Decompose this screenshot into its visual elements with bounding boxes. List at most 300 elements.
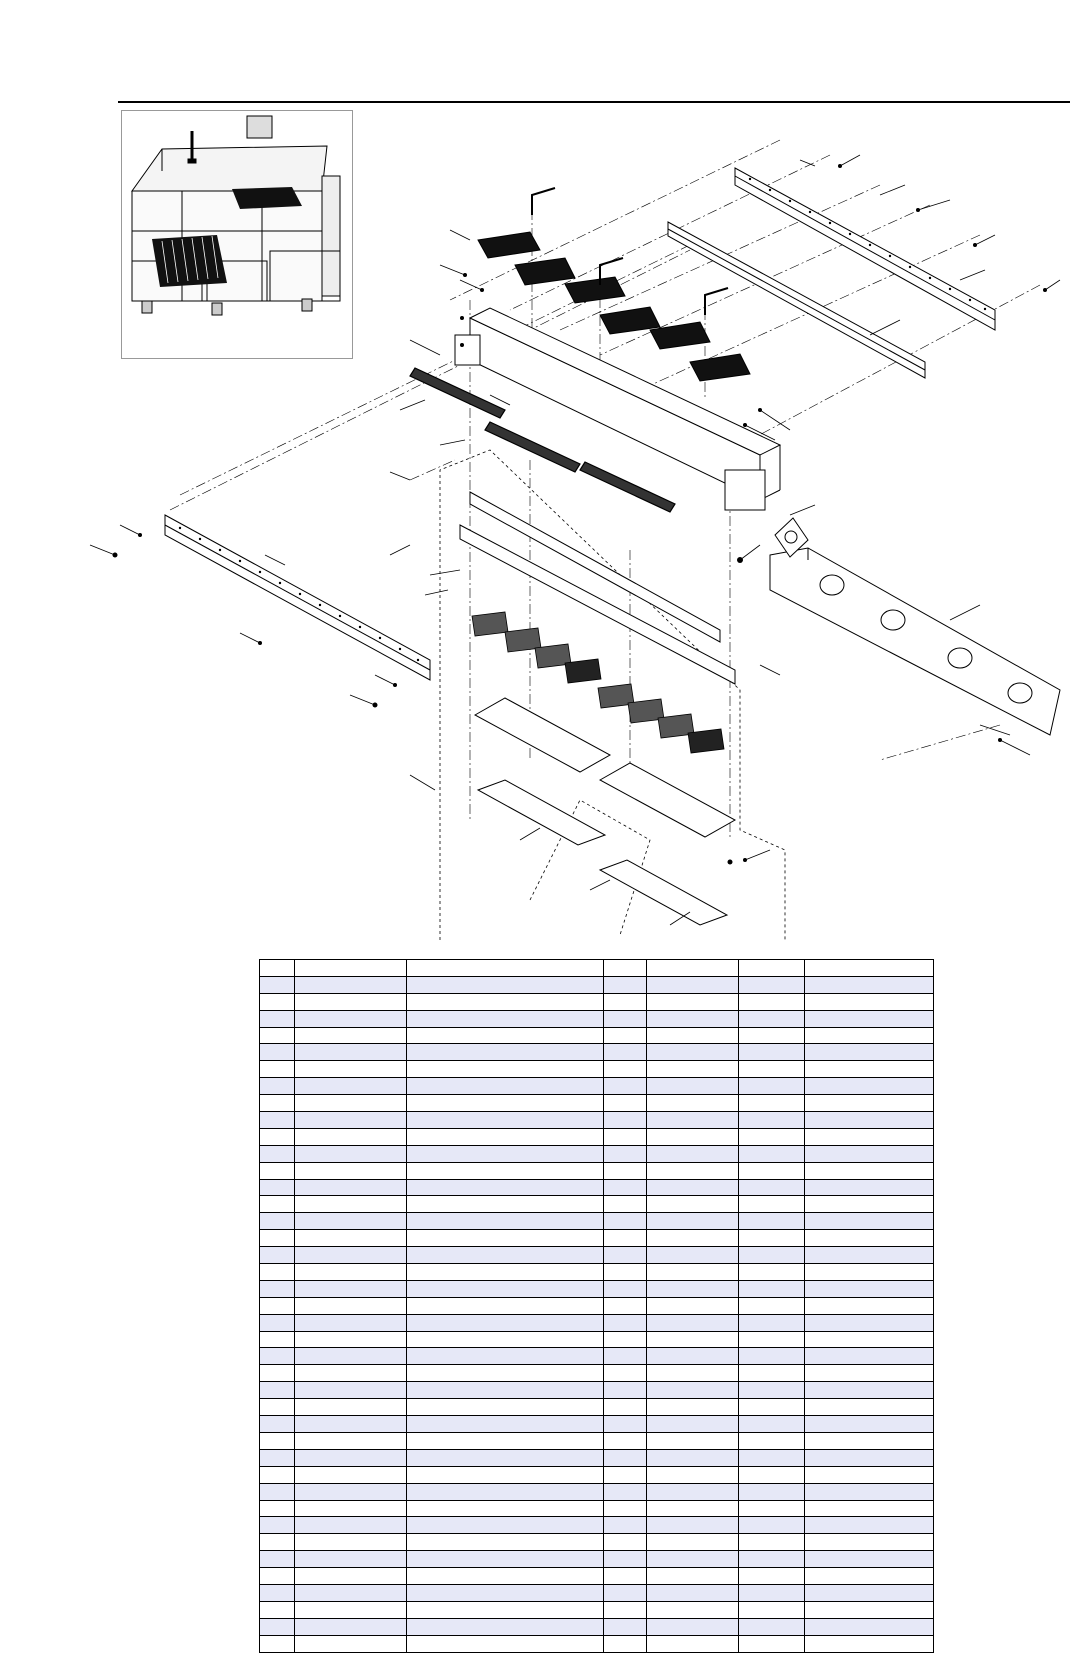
table-row (260, 1162, 934, 1179)
table-cell (407, 1213, 604, 1230)
cable-trough (770, 548, 1060, 735)
table-cell (260, 1568, 295, 1585)
table-cell (739, 1466, 805, 1483)
table-cell (604, 1247, 647, 1264)
table-row (260, 1027, 934, 1044)
table-cell (739, 1601, 805, 1618)
table-cell (647, 1112, 739, 1129)
table-cell (805, 1399, 934, 1416)
table-cell (604, 1517, 647, 1534)
table-cell (604, 1416, 647, 1433)
table-cell (260, 1618, 295, 1635)
table-cell (260, 1483, 295, 1500)
table-cell (647, 1247, 739, 1264)
table-cell (407, 1331, 604, 1348)
table-cell (647, 1584, 739, 1601)
table-cell (295, 1382, 407, 1399)
table-cell (295, 1213, 407, 1230)
table-cell (604, 1027, 647, 1044)
table-cell (407, 1618, 604, 1635)
table-cell (295, 1331, 407, 1348)
table-cell (260, 1399, 295, 1416)
table-cell (407, 1500, 604, 1517)
table-cell (295, 1635, 407, 1652)
table-cell (805, 1297, 934, 1314)
table-cell (805, 1382, 934, 1399)
table-cell (739, 1230, 805, 1247)
table-cell (407, 1179, 604, 1196)
table-cell (295, 1247, 407, 1264)
table-cell (407, 1196, 604, 1213)
table-row (260, 1230, 934, 1247)
table-cell (739, 1213, 805, 1230)
table-cell (407, 1297, 604, 1314)
assembly-axis-lines (170, 140, 1040, 840)
table-cell (805, 1534, 934, 1551)
table-cell (260, 1382, 295, 1399)
table-cell (739, 1635, 805, 1652)
table-cell (805, 1348, 934, 1365)
table-cell (295, 1534, 407, 1551)
table-cell (407, 1568, 604, 1585)
table-cell (407, 1078, 604, 1095)
table-cell (805, 1601, 934, 1618)
table-cell (739, 1264, 805, 1281)
table-cell (295, 976, 407, 993)
table-cell (647, 1500, 739, 1517)
table-cell (295, 1314, 407, 1331)
table-cell (260, 1416, 295, 1433)
table-cell (407, 1095, 604, 1112)
table-cell (604, 1196, 647, 1213)
table-cell (295, 1179, 407, 1196)
table-cell (739, 1196, 805, 1213)
table-cell (739, 1280, 805, 1297)
table-cell (647, 1517, 739, 1534)
table-row (260, 1432, 934, 1449)
parts-list-body (260, 960, 934, 1653)
table-cell (604, 1331, 647, 1348)
table-cell (805, 1568, 934, 1585)
table-cell (604, 993, 647, 1010)
table-cell (739, 1382, 805, 1399)
table-cell (260, 1196, 295, 1213)
table-row (260, 1145, 934, 1162)
table-cell (739, 1618, 805, 1635)
table-cell (805, 1551, 934, 1568)
parts-list-table (259, 959, 934, 1653)
table-cell (739, 1399, 805, 1416)
table-cell (295, 1095, 407, 1112)
table-row (260, 1365, 934, 1382)
table-row (260, 1196, 934, 1213)
table-cell (604, 1534, 647, 1551)
table-cell (295, 1264, 407, 1281)
table-cell (805, 1061, 934, 1078)
table-cell (604, 1635, 647, 1652)
table-cell (260, 1095, 295, 1112)
table-row (260, 1213, 934, 1230)
table-cell (739, 1500, 805, 1517)
table-cell (739, 1365, 805, 1382)
table-cell (647, 1432, 739, 1449)
column-header (407, 960, 604, 977)
table-cell (260, 1314, 295, 1331)
table-cell (407, 1382, 604, 1399)
table-cell (295, 1584, 407, 1601)
table-row (260, 1517, 934, 1534)
table-cell (295, 1297, 407, 1314)
column-header (739, 960, 805, 977)
table-cell (805, 1145, 934, 1162)
table-cell (604, 1348, 647, 1365)
table-cell (295, 1128, 407, 1145)
table-cell (647, 1061, 739, 1078)
table-cell (260, 1179, 295, 1196)
table-cell (604, 1112, 647, 1129)
angle-bar (668, 222, 925, 378)
table-cell (647, 1568, 739, 1585)
table-cell (260, 1584, 295, 1601)
table-cell (260, 1078, 295, 1095)
table-cell (407, 1044, 604, 1061)
table-cell (647, 1027, 739, 1044)
table-cell (805, 1162, 934, 1179)
table-cell (739, 1162, 805, 1179)
table-cell (805, 1314, 934, 1331)
table-cell (295, 1010, 407, 1027)
table-cell (295, 1078, 407, 1095)
table-row (260, 1044, 934, 1061)
table-cell (805, 1483, 934, 1500)
table-cell (647, 1044, 739, 1061)
table-cell (604, 1297, 647, 1314)
table-cell (260, 1449, 295, 1466)
table-cell (260, 1365, 295, 1382)
table-cell (260, 976, 295, 993)
table-cell (604, 1179, 647, 1196)
table-cell (260, 1010, 295, 1027)
table-cell (647, 1416, 739, 1433)
table-cell (604, 1264, 647, 1281)
table-cell (647, 1314, 739, 1331)
table-cell (647, 1297, 739, 1314)
table-cell (647, 1601, 739, 1618)
table-cell (295, 1280, 407, 1297)
mid-rails (460, 492, 735, 684)
table-row (260, 1399, 934, 1416)
table-row (260, 1466, 934, 1483)
table-cell (739, 1449, 805, 1466)
table-cell (260, 1027, 295, 1044)
table-cell (805, 1247, 934, 1264)
table-cell (647, 1399, 739, 1416)
table-row (260, 1618, 934, 1635)
table-cell (647, 1196, 739, 1213)
table-cell (805, 1500, 934, 1517)
table-cell (604, 1584, 647, 1601)
table-cell (407, 1365, 604, 1382)
table-cell (805, 1010, 934, 1027)
table-cell (604, 1128, 647, 1145)
table-cell (739, 1027, 805, 1044)
table-cell (739, 1432, 805, 1449)
table-cell (647, 1331, 739, 1348)
table-cell (295, 1568, 407, 1585)
table-cell (647, 1078, 739, 1095)
table-cell (260, 1264, 295, 1281)
table-cell (739, 1061, 805, 1078)
table-cell (604, 1449, 647, 1466)
table-row (260, 1010, 934, 1027)
table-cell (647, 1280, 739, 1297)
column-header (805, 960, 934, 977)
table-cell (295, 1145, 407, 1162)
lower-brackets (475, 698, 735, 837)
table-row (260, 1280, 934, 1297)
table-cell (407, 1534, 604, 1551)
table-cell (604, 1466, 647, 1483)
table-cell (739, 993, 805, 1010)
table-cell (647, 1348, 739, 1365)
table-cell (647, 1128, 739, 1145)
table-cell (647, 1213, 739, 1230)
table-cell (295, 1061, 407, 1078)
table-cell (647, 1162, 739, 1179)
table-cell (805, 1078, 934, 1095)
table-row (260, 1382, 934, 1399)
table-cell (805, 1517, 934, 1534)
table-cell (295, 1348, 407, 1365)
table-cell (407, 1027, 604, 1044)
table-row (260, 1500, 934, 1517)
table-cell (805, 1044, 934, 1061)
table-cell (604, 1568, 647, 1585)
table-cell (604, 1095, 647, 1112)
table-cell (407, 1517, 604, 1534)
table-cell (739, 1568, 805, 1585)
table-cell (260, 1213, 295, 1230)
table-cell (604, 1618, 647, 1635)
table-cell (647, 1551, 739, 1568)
table-row (260, 1264, 934, 1281)
table-cell (739, 1551, 805, 1568)
table-cell (407, 993, 604, 1010)
table-cell (805, 976, 934, 993)
table-cell (805, 1635, 934, 1652)
table-cell (739, 1179, 805, 1196)
table-cell (295, 1044, 407, 1061)
table-cell (739, 1010, 805, 1027)
table-cell (407, 1230, 604, 1247)
table-cell (260, 1500, 295, 1517)
table-cell (604, 1483, 647, 1500)
table-cell (647, 1145, 739, 1162)
table-row (260, 1348, 934, 1365)
table-cell (739, 1584, 805, 1601)
table-cell (407, 1280, 604, 1297)
table-cell (805, 1584, 934, 1601)
table-cell (739, 1112, 805, 1129)
table-cell (739, 1416, 805, 1433)
table-cell (647, 1230, 739, 1247)
front-rail (165, 515, 430, 680)
table-cell (739, 1247, 805, 1264)
table-cell (604, 1280, 647, 1297)
table-cell (260, 1247, 295, 1264)
table-cell (647, 1466, 739, 1483)
table-cell (647, 976, 739, 993)
table-cell (604, 1551, 647, 1568)
table-cell (805, 1264, 934, 1281)
table-row (260, 976, 934, 993)
table-row (260, 1416, 934, 1433)
table-cell (739, 1314, 805, 1331)
table-cell (295, 1466, 407, 1483)
table-cell (739, 1517, 805, 1534)
table-cell (260, 1635, 295, 1652)
table-cell (805, 1466, 934, 1483)
table-cell (407, 1551, 604, 1568)
table-cell (805, 1230, 934, 1247)
table-cell (295, 993, 407, 1010)
table-cell (295, 1449, 407, 1466)
table-cell (604, 1162, 647, 1179)
table-cell (295, 1483, 407, 1500)
table-cell (647, 1449, 739, 1466)
table-cell (260, 1601, 295, 1618)
table-cell (647, 1179, 739, 1196)
table-cell (260, 1280, 295, 1297)
table-cell (647, 1264, 739, 1281)
table-cell (407, 976, 604, 993)
table-row (260, 1483, 934, 1500)
table-cell (407, 1399, 604, 1416)
table-cell (739, 1331, 805, 1348)
table-row (260, 1568, 934, 1585)
table-cell (260, 1145, 295, 1162)
table-row (260, 1331, 934, 1348)
table-cell (604, 1399, 647, 1416)
table-cell (604, 1230, 647, 1247)
table-cell (407, 1061, 604, 1078)
table-cell (407, 1112, 604, 1129)
table-cell (604, 1145, 647, 1162)
table-cell (647, 1483, 739, 1500)
table-cell (805, 1416, 934, 1433)
table-cell (647, 1534, 739, 1551)
table-cell (260, 1230, 295, 1247)
table-cell (407, 1483, 604, 1500)
table-cell (295, 1162, 407, 1179)
table-row (260, 1061, 934, 1078)
table-cell (260, 1112, 295, 1129)
table-cell (739, 1348, 805, 1365)
column-header (295, 960, 407, 977)
table-cell (647, 1618, 739, 1635)
table-cell (604, 1601, 647, 1618)
table-row (260, 1128, 934, 1145)
table-cell (260, 1128, 295, 1145)
table-cell (295, 1230, 407, 1247)
table-cell (805, 1027, 934, 1044)
table-cell (295, 1618, 407, 1635)
table-cell (739, 1483, 805, 1500)
table-cell (260, 1061, 295, 1078)
table-cell (407, 1010, 604, 1027)
table-cell (805, 1365, 934, 1382)
table-cell (260, 1551, 295, 1568)
table-cell (604, 1500, 647, 1517)
table-cell (604, 1213, 647, 1230)
table-row (260, 1584, 934, 1601)
table-cell (739, 1534, 805, 1551)
table-row (260, 1314, 934, 1331)
table-cell (805, 1213, 934, 1230)
table-cell (295, 1196, 407, 1213)
table-cell (739, 1044, 805, 1061)
table-row (260, 1179, 934, 1196)
table-cell (604, 1432, 647, 1449)
table-cell (604, 1365, 647, 1382)
table-cell (739, 976, 805, 993)
table-cell (805, 1128, 934, 1145)
table-row (260, 1635, 934, 1652)
table-cell (295, 1027, 407, 1044)
table-cell (805, 1112, 934, 1129)
table-cell (647, 1382, 739, 1399)
table-cell (647, 1365, 739, 1382)
table-cell (295, 1416, 407, 1433)
table-cell (805, 1280, 934, 1297)
table-cell (260, 1534, 295, 1551)
table-cell (295, 1112, 407, 1129)
table-cell (407, 1348, 604, 1365)
table-cell (407, 1128, 604, 1145)
table-cell (739, 1095, 805, 1112)
table-cell (604, 976, 647, 993)
table-cell (260, 1331, 295, 1348)
table-cell (604, 1010, 647, 1027)
table-cell (739, 1078, 805, 1095)
table-cell (805, 1331, 934, 1348)
rear-rail (735, 168, 995, 330)
table-row (260, 1247, 934, 1264)
table-cell (407, 1601, 604, 1618)
table-row (260, 1112, 934, 1129)
table-cell (739, 1128, 805, 1145)
column-header (647, 960, 739, 977)
table-cell (739, 1297, 805, 1314)
table-header-row (260, 960, 934, 977)
column-header (604, 960, 647, 977)
table-cell (407, 1432, 604, 1449)
table-cell (407, 1584, 604, 1601)
table-cell (805, 1449, 934, 1466)
table-cell (805, 993, 934, 1010)
table-cell (260, 1432, 295, 1449)
table-cell (739, 1145, 805, 1162)
table-row (260, 1449, 934, 1466)
table-cell (295, 1365, 407, 1382)
table-cell (295, 1399, 407, 1416)
table-cell (647, 993, 739, 1010)
table-cell (260, 1466, 295, 1483)
table-cell (407, 1635, 604, 1652)
table-row (260, 1078, 934, 1095)
table-cell (260, 1044, 295, 1061)
table-cell (407, 1247, 604, 1264)
